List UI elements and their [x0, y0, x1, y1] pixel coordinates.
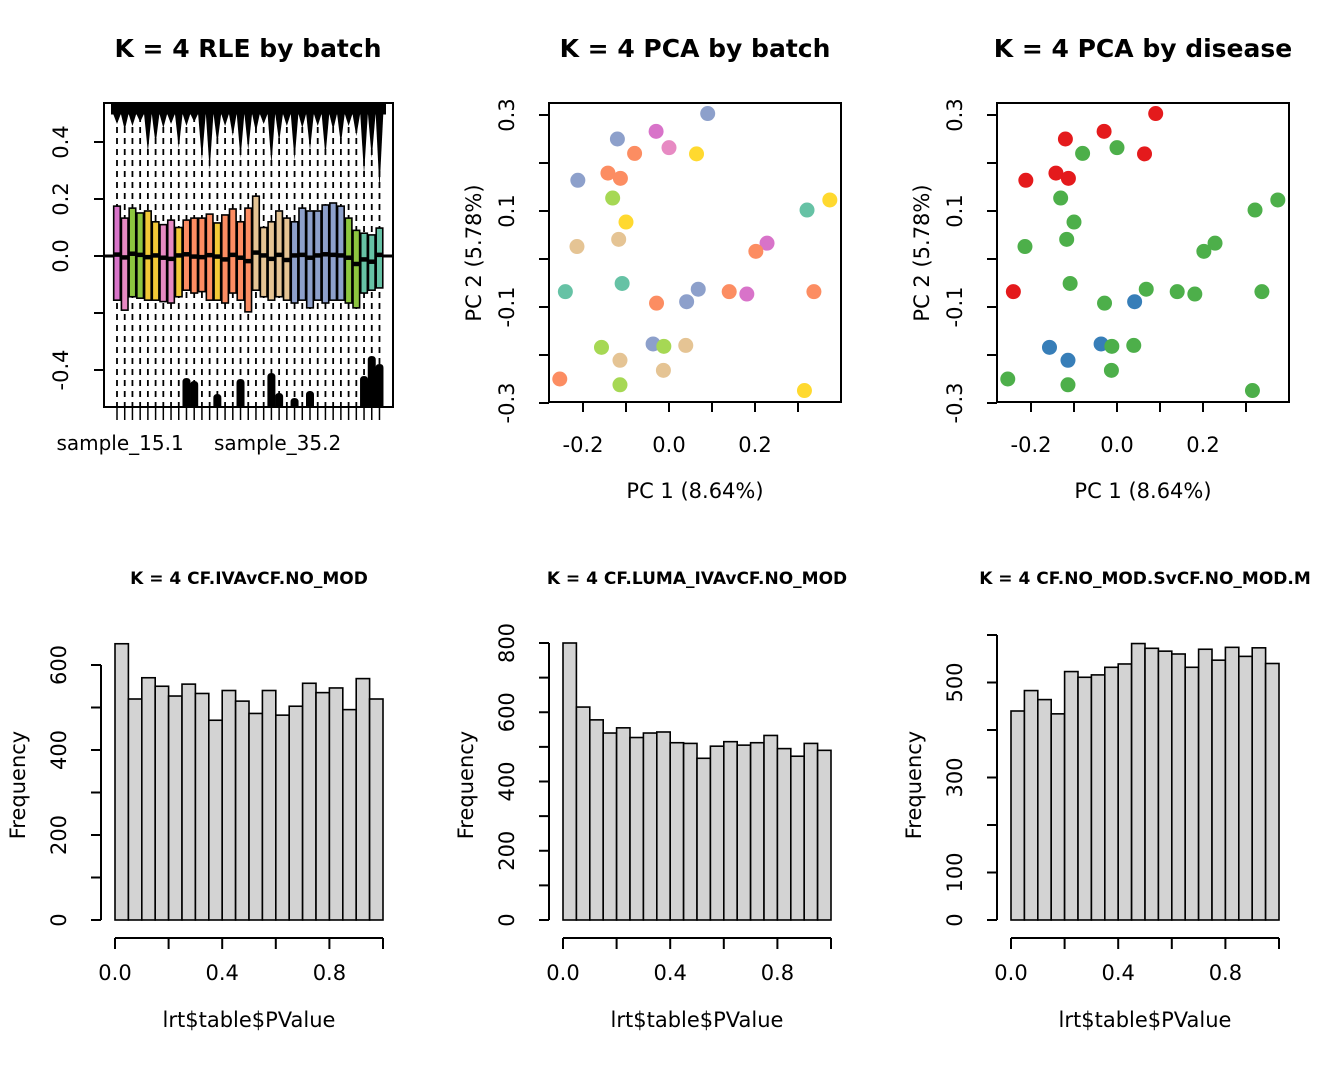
histogram-bar — [1158, 651, 1171, 920]
y-tick-label: 200 — [47, 814, 71, 856]
y-tick-label: 200 — [495, 830, 519, 871]
y-tick-label: 400 — [47, 729, 71, 771]
y-axis-label: PC 2 (5.78%) — [910, 184, 934, 322]
histogram-bar — [590, 720, 603, 920]
x-tick-label: 0.2 — [1186, 433, 1220, 457]
histogram-bar — [684, 743, 697, 920]
y-tick-label: -0.3 — [495, 382, 519, 424]
box — [353, 230, 360, 308]
data-point — [1127, 294, 1142, 309]
data-point — [649, 296, 664, 311]
data-point — [1270, 192, 1285, 207]
x-tick-label: -0.2 — [1010, 433, 1052, 457]
data-point — [612, 353, 627, 368]
y-tick-label: 0.3 — [943, 98, 967, 132]
data-point — [1042, 340, 1057, 355]
chart-title: K = 4 CF.IVAvCF.NO_MOD — [130, 569, 368, 589]
x-axis-label: lrt$table$PValue — [162, 1008, 336, 1032]
y-axis-label: PC 2 (5.78%) — [462, 184, 486, 322]
data-point — [594, 340, 609, 355]
panel-hist-cf-iva — [0, 537, 448, 1074]
histogram-bar — [751, 743, 764, 920]
x-tick-label: 0.0 — [652, 433, 686, 457]
data-point — [1196, 244, 1211, 259]
panel-hist-cf-luma-iva — [448, 537, 896, 1074]
histogram-bar — [1266, 664, 1279, 921]
histogram-bar — [1199, 649, 1212, 920]
histogram-bar — [249, 713, 262, 920]
y-tick-label: 300 — [943, 757, 967, 798]
data-point — [656, 339, 671, 354]
histogram-bar — [343, 710, 356, 920]
data-point — [1248, 203, 1263, 218]
data-point — [613, 171, 628, 186]
data-point — [612, 377, 627, 392]
panel-pca-by-batch — [448, 0, 896, 537]
box — [260, 228, 267, 297]
pca-batch-scatter-canvas — [448, 0, 896, 537]
data-point — [1075, 146, 1090, 161]
x-tick-label: 0.4 — [205, 961, 239, 985]
chart-title: K = 4 CF.LUMA_IVAvCF.NO_MOD — [546, 569, 848, 589]
data-point — [1067, 215, 1082, 230]
histogram-bar — [563, 643, 576, 920]
x-tick-label: 0.8 — [312, 961, 347, 985]
pca-disease-scatter-canvas — [896, 0, 1344, 537]
histogram-bar — [818, 750, 831, 920]
histogram-bar — [262, 691, 275, 921]
histogram-bar — [1239, 656, 1252, 920]
data-point — [1110, 140, 1125, 155]
data-point — [748, 244, 763, 259]
y-tick-label: 600 — [495, 692, 519, 733]
y-axis-label: Frequency — [454, 730, 478, 840]
rle-boxplot-canvas — [0, 0, 448, 537]
data-point — [679, 294, 694, 309]
data-point — [1097, 124, 1112, 139]
histogram-bar — [209, 720, 222, 920]
histogram-bar — [370, 699, 383, 920]
y-axis-label: Frequency — [902, 730, 926, 840]
histogram-bar — [1078, 677, 1091, 920]
box — [160, 225, 167, 302]
outlier-blob — [275, 393, 283, 406]
data-point — [1097, 296, 1112, 311]
histogram-bar — [630, 738, 643, 920]
histogram-bar — [289, 706, 302, 920]
y-tick-label: -0.1 — [943, 286, 967, 328]
data-point — [1053, 191, 1068, 206]
histogram-bar — [724, 742, 737, 920]
outlier-band-top — [111, 104, 386, 115]
histogram-bar — [182, 684, 195, 920]
histogram-bar — [643, 733, 656, 920]
histogram-bar — [804, 743, 817, 920]
data-point — [700, 106, 715, 121]
y-tick-label: 100 — [943, 852, 967, 893]
histogram-bar — [1065, 672, 1078, 920]
histogram-bar — [791, 756, 804, 920]
data-point — [678, 338, 693, 353]
data-point — [1126, 338, 1141, 353]
x-tick-label: 0.4 — [653, 961, 687, 985]
panel-hist-cf-nomod — [896, 537, 1344, 1074]
histogram-bar — [128, 699, 141, 920]
x-tick-label: 0.2 — [738, 433, 772, 457]
y-tick-label: -0.4 — [49, 349, 73, 391]
box — [376, 228, 383, 288]
outlier-blob — [267, 373, 275, 406]
histogram-bar — [1105, 667, 1118, 920]
y-tick-label: 0.2 — [49, 182, 73, 216]
histogram-bar — [603, 733, 616, 920]
histogram-bar — [1132, 644, 1145, 920]
data-point — [1170, 284, 1185, 299]
histogram-bar — [777, 749, 790, 920]
data-point — [1017, 239, 1032, 254]
histogram-bar — [697, 758, 710, 920]
data-point — [1058, 132, 1073, 147]
histogram-bar — [1024, 691, 1037, 920]
data-point — [1018, 173, 1033, 188]
x-axis-label: lrt$table$PValue — [610, 1008, 784, 1032]
box — [338, 206, 345, 300]
data-point — [739, 287, 754, 302]
x-tick-label: 0.8 — [1208, 961, 1243, 985]
sample-label: sample_15.1 — [56, 431, 184, 455]
data-point — [1060, 377, 1075, 392]
outlier-blob — [237, 379, 245, 406]
x-tick-label: -0.2 — [562, 433, 604, 457]
histogram-bar — [1172, 654, 1185, 920]
data-point — [800, 203, 815, 218]
histogram-bar — [1091, 675, 1104, 920]
histogram-bar — [155, 686, 168, 920]
data-point — [649, 124, 664, 139]
histogram-bar — [115, 644, 128, 920]
box — [121, 218, 128, 310]
histogram-bar — [576, 707, 589, 920]
histogram-bar — [356, 679, 369, 920]
y-tick-label: 0.1 — [495, 194, 519, 228]
box — [361, 233, 368, 293]
histogram-bar — [670, 743, 683, 920]
box — [175, 228, 182, 297]
histogram-bar — [276, 715, 289, 920]
x-tick-label: 0.0 — [994, 961, 1028, 985]
box — [230, 209, 237, 293]
box — [330, 203, 337, 300]
box — [291, 222, 298, 303]
histogram-bar — [1038, 700, 1051, 920]
data-point — [1060, 353, 1075, 368]
data-point — [1148, 106, 1163, 121]
x-tick-label: 0.0 — [98, 961, 132, 985]
x-tick-label: 0.0 — [1100, 433, 1134, 457]
y-tick-label: 0.3 — [495, 98, 519, 132]
data-point — [722, 284, 737, 299]
data-point — [806, 284, 821, 299]
box — [152, 222, 159, 300]
histogram-bar — [222, 691, 235, 921]
y-axis-label: Frequency — [6, 730, 30, 840]
data-point — [656, 363, 671, 378]
y-tick-label: 0 — [47, 913, 71, 927]
box — [214, 223, 221, 300]
box — [168, 220, 175, 303]
data-point — [1000, 372, 1015, 387]
x-axis-label: PC 1 (8.64%) — [1074, 479, 1212, 503]
outlier-blob — [182, 378, 190, 406]
data-point — [1063, 276, 1078, 291]
data-point — [1104, 363, 1119, 378]
panel-pca-by-disease — [896, 0, 1344, 537]
histogram-bar — [169, 696, 182, 920]
box — [237, 222, 244, 300]
x-tick-label: 0.4 — [1101, 961, 1135, 985]
data-point — [1059, 232, 1074, 247]
y-tick-label: -0.3 — [943, 382, 967, 424]
y-tick-label: 0.0 — [49, 239, 73, 273]
data-point — [552, 372, 567, 387]
data-point — [611, 232, 626, 247]
data-point — [1137, 146, 1152, 161]
x-axis-label: lrt$table$PValue — [1058, 1008, 1232, 1032]
histogram-bar — [316, 693, 329, 920]
data-point — [797, 383, 812, 398]
box — [253, 196, 260, 290]
outlier-blob — [368, 356, 376, 406]
histogram-bar — [1118, 664, 1131, 920]
data-point — [1104, 339, 1119, 354]
data-point — [662, 140, 677, 155]
data-point — [1061, 171, 1076, 186]
data-point — [691, 282, 706, 297]
histogram-bar — [195, 693, 208, 920]
histogram-bar — [303, 683, 316, 920]
data-point — [627, 146, 642, 161]
histogram-bar — [1011, 711, 1024, 920]
y-tick-label: 500 — [943, 662, 967, 703]
histogram-bar — [657, 732, 670, 920]
histogram-bar — [236, 701, 249, 920]
histogram-bar — [737, 745, 750, 920]
data-point — [558, 284, 573, 299]
pvalue-histogram-canvas — [0, 537, 448, 1074]
chart-title: K = 4 PCA by disease — [993, 34, 1293, 63]
chart-title: K = 4 CF.NO_MOD.SvCF.NO_MOD.M — [979, 569, 1311, 589]
data-point — [570, 173, 585, 188]
outlier-blob — [190, 381, 198, 406]
data-point — [610, 132, 625, 147]
panel-rle-by-batch — [0, 0, 448, 537]
data-point — [569, 239, 584, 254]
y-tick-label: -0.1 — [495, 286, 519, 328]
y-tick-label: 0.1 — [943, 194, 967, 228]
y-tick-label: 0 — [495, 913, 519, 927]
box — [199, 218, 206, 292]
pvalue-histogram-canvas — [448, 537, 896, 1074]
box — [345, 218, 352, 303]
data-point — [615, 276, 630, 291]
data-point — [1139, 282, 1154, 297]
chart-title: K = 4 RLE by batch — [114, 34, 382, 63]
y-tick-label: 400 — [495, 761, 519, 802]
y-tick-label: 0 — [943, 913, 967, 927]
x-tick-label: 0.0 — [546, 961, 580, 985]
y-tick-label: 800 — [495, 622, 519, 664]
histogram-bar — [1252, 648, 1265, 920]
outlier-blob — [306, 391, 314, 406]
data-point — [1187, 287, 1202, 302]
data-point — [822, 192, 837, 207]
data-point — [1006, 284, 1021, 299]
data-point — [1245, 383, 1260, 398]
outlier-blob — [213, 394, 221, 406]
histogram-bar — [617, 728, 630, 920]
histogram-bar — [1225, 647, 1238, 920]
y-tick-label: 600 — [47, 644, 71, 686]
data-point — [1254, 284, 1269, 299]
data-point — [689, 146, 704, 161]
histogram-bar — [710, 746, 723, 920]
histogram-bar — [1212, 660, 1225, 920]
y-tick-label: 0.4 — [49, 125, 73, 159]
outlier-blob — [375, 364, 383, 406]
data-point — [605, 191, 620, 206]
histogram-bar — [1185, 667, 1198, 920]
histogram-bar — [329, 688, 342, 920]
chart-title: K = 4 PCA by batch — [559, 34, 831, 63]
x-axis-label: PC 1 (8.64%) — [626, 479, 764, 503]
data-point — [619, 215, 634, 230]
sample-label: sample_35.2 — [213, 431, 342, 455]
histogram-bar — [142, 678, 155, 920]
histogram-bar — [764, 735, 777, 920]
histogram-bar — [1145, 648, 1158, 920]
outlier-blob — [291, 398, 299, 406]
histogram-bar — [1051, 714, 1064, 920]
pvalue-histogram-canvas — [896, 537, 1344, 1074]
outlier-blob — [360, 376, 368, 406]
x-tick-label: 0.8 — [760, 961, 795, 985]
